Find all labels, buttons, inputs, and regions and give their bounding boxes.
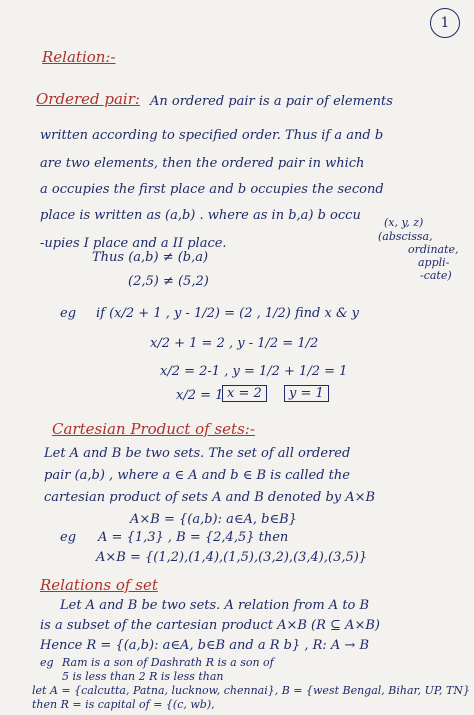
side-note-3: ordinate, (408, 243, 459, 256)
cart-result: A×B = {(1,2),(1,4),(1,5),(3,2),(3,4),(3,5)} (96, 550, 368, 565)
rel-eg-2: 5 is less than 2 R is less than (62, 670, 224, 683)
rel-let: let A = {calcutta, Patna, lucknow, chennai}, B = {west Bengal, Bihar, UP, TN} (32, 684, 470, 697)
answer-y: y = 1 (284, 385, 329, 402)
ordered-line-4: a occupies the first place and b occupies the second (40, 182, 384, 197)
side-note-1: (x, y, z) (384, 216, 424, 229)
cart-eg-label: eg (60, 530, 77, 545)
heading-relation: Relation:- (42, 48, 116, 66)
heading-cartesian: Cartesian Product of sets:- (52, 420, 255, 438)
eg-label: eg (60, 306, 77, 321)
cart-line-4: A×B = {(a,b): a∈A, b∈B} (130, 512, 297, 527)
cart-line-1: Let A and B be two sets. The set of all ordered (44, 446, 351, 461)
answer-x: x = 2 (222, 385, 267, 402)
rel-eg-label: eg (40, 656, 54, 669)
example-line: (2,5) ≠ (5,2) (128, 274, 209, 289)
page-number: 1 (430, 8, 460, 38)
step-3: x/2 = 1 (176, 388, 224, 403)
heading-relations-of-set: Relations of set (40, 576, 158, 594)
step-2: x/2 = 2-1 , y = 1/2 + 1/2 = 1 (160, 364, 348, 379)
rel-line-1: Let A and B be two sets. A relation from A to B (60, 598, 370, 613)
ordered-line-6: -upies I place and a II place. (40, 236, 227, 251)
rel-line-3: Hence R = {(a,b): a∈A, b∈B and a R b} , R: A → B (40, 638, 370, 653)
heading-ordered-pair: Ordered pair: (36, 90, 140, 108)
side-note-4: appli- (418, 256, 450, 269)
step-1: x/2 + 1 = 2 , y - 1/2 = 1/2 (150, 336, 319, 351)
side-note-5: -cate) (420, 269, 452, 282)
ordered-line-3: are two elements, then the ordered pair in which (40, 156, 365, 171)
ordered-line-1: An ordered pair is a pair of elements (150, 94, 393, 109)
side-note-2: (abscissa, (378, 230, 433, 243)
rel-line-2: is a subset of the cartesian product A×B (R ⊆ A×B) (40, 618, 380, 633)
cart-line-2: pair (a,b) , where a ∈ A and b ∈ B is called the (44, 468, 350, 483)
thus-line: Thus (a,b) ≠ (b,a) (92, 250, 209, 265)
rel-then: then R = is capital of = {(c, wb), (32, 698, 215, 711)
cart-line-3: cartesian product of sets A and B denoted by A×B (44, 490, 376, 505)
rel-eg-1: Ram is a son of Dashrath R is a son of (62, 656, 274, 669)
equation-line: if (x/2 + 1 , y - 1/2) = (2 , 1/2) find x & y (96, 306, 360, 321)
ordered-line-2: written according to specified order. Thus if a and b (40, 128, 384, 143)
ordered-line-5: place is written as (a,b) . where as in b,a) b occu (40, 208, 361, 223)
cart-eg: A = {1,3} , B = {2,4,5} then (98, 530, 289, 545)
